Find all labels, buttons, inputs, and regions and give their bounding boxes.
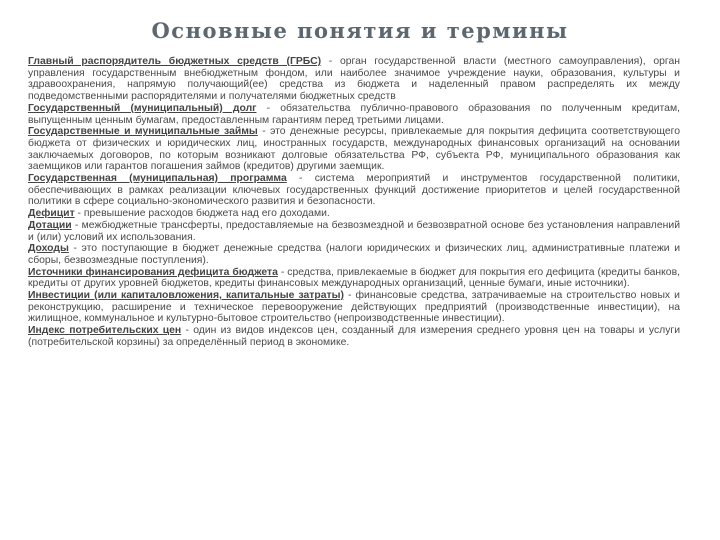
definition-text: - орган государственной власти (местного самоуправления), орган управления государственным внебюджетным фондом, или наиболее значимое учреждение науки, образования, культуры и здравоохранения, напрямую получающий(ее) средства из бюджета и наделенный правом распределять их между подведомственными распорядителями и получателями бюджетных средств <box>28 56 680 103</box>
definition-text: - это поступающие в бюджет денежные средства (налоги юридических и физических лиц, административные платежи и сборы, безвозмездные поступления). <box>28 243 680 266</box>
definition-item <box>26 243 680 266</box>
definition-term: Государственная (муниципальная) программа <box>28 173 287 185</box>
definition-text: - система мероприятий и инструментов государственной политики, обеспечивающих в рамках реализации ключевых государственных функций достижение приоритетов и целей государственной политики в сфере социально-экономического развития и безопасности. <box>28 173 680 208</box>
definition-text: - средства, привлекаемые в бюджет для покрытия его дефицита (кредиты банков, кредиты от других уровней бюджетов, кредиты финансовых международных организаций, ценные бумаги, иные источники). <box>28 266 680 290</box>
definition-term: Государственный (муниципальный) долг <box>28 102 257 114</box>
definition-text: - превышение расходов бюджета над его доходами. <box>74 208 330 220</box>
definition-item <box>26 267 680 290</box>
definition-text: - обязательства публично-правового образования по полученным кредитам, выпущенным ценным бумагам, предоставленным гарантиям перед третьими лицами. <box>28 102 680 126</box>
definition-term: Главный распорядитель бюджетных средств (ГРБС) <box>28 56 322 67</box>
definition-text: - межбюджетные трансферты, предоставляемые на безвозмездной и безвозвратной основе без установления направлений и (или) условий их использования. <box>28 219 680 243</box>
definition-term: Дотации <box>28 219 72 231</box>
definition-item <box>26 126 680 173</box>
definition-text: - один из видов индексов цен, созданный для измерения среднего уровня цен на товары и услуги (потребительской корзины) за определённый период в экономике. <box>28 325 680 348</box>
definition-term: Дефицит <box>28 208 75 220</box>
slide-title: Основные понятия и термины <box>151 18 569 43</box>
definition-item <box>26 56 680 103</box>
definition-term: Индекс потребительских цен <box>28 325 182 337</box>
definition-item <box>26 173 680 208</box>
definition-term: Доходы <box>28 243 69 255</box>
definition-term: Государственные и муниципальные займы <box>28 126 258 138</box>
definition-item <box>26 103 680 126</box>
definition-item <box>26 325 680 348</box>
definition-term: Инвестиции (или капиталовложения, капитальные затраты) <box>28 290 344 302</box>
definitions-list <box>26 56 680 456</box>
definition-term: Источники финансирования дефицита бюджета <box>28 266 278 278</box>
definition-item <box>26 208 680 220</box>
definition-item <box>26 290 680 325</box>
definition-item <box>26 220 680 243</box>
definition-text: - финансовые средства, затрачиваемые на строительство новых и реконструкцию, расширение и техническое перевооружение действующих предприятий (производственные инвестиции), на жилищное, коммунальное и культурно-бытовое строительство (непроизводственные инвестиции). <box>28 290 680 325</box>
definition-text: - это денежные ресурсы, привлекаемые для покрытия дефицита соответствующего бюджета от физических и юридических лиц, иностранных государств, международных финансовых организаций на основании заключаемых договоров, по которым возникают долговые обязательства РФ, субъекта РФ, муниципального образования как заемщиков или гарантов погашения займов (кредитов) другими заемщик. <box>28 126 680 173</box>
